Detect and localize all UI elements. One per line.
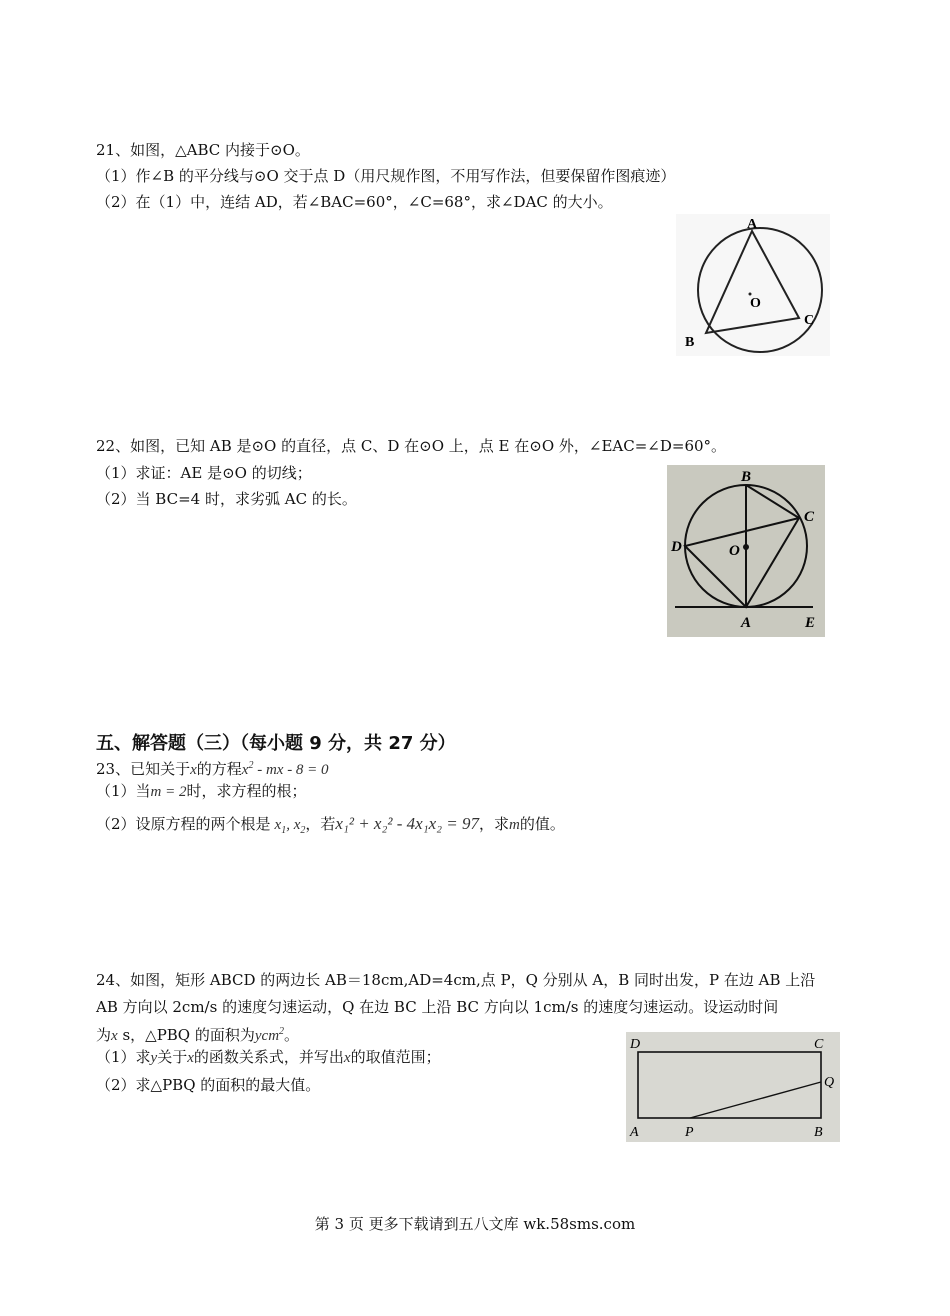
q21-part2: （2）在（1）中，连结 AD，若∠BAC=60°，∠C=68°，求∠DAC 的大小。: [96, 193, 613, 211]
page-footer: 第 3 页 更多下载请到五八文库 wk.58sms.com: [314, 1215, 636, 1233]
q22-part2: （2）当 BC=4 时，求劣弧 AC 的长。: [96, 490, 357, 508]
q21-label-b: B: [685, 335, 695, 350]
q22-label-d: D: [671, 539, 682, 555]
q21-label-o: O: [750, 296, 761, 311]
section-title: 五、解答题（三）（每小题 9 分，共 27 分）: [96, 733, 456, 754]
q22-label-c: C: [804, 509, 815, 525]
q24-label-a: A: [630, 1125, 639, 1140]
q23-stem: 23、已知关于x的方程$x^2$ - mx - 8 = 0: [96, 760, 329, 778]
q22-label-e: E: [805, 615, 816, 631]
q21-label-c: C: [804, 313, 815, 328]
q24-label-q: Q: [824, 1075, 835, 1090]
q24-part2: （2）求△PBQ 的面积的最大值。: [96, 1076, 321, 1094]
q24-line2: AB 方向以 2cm/s 的速度匀速运动，Q 在边 BC 上沿 BC 方向以 1cm/s 的速度匀速运动。设运动时间: [96, 998, 779, 1016]
q22-label-o: O: [729, 543, 740, 559]
q23-equation: $x^2$ - mx - 8 = 0: [241, 760, 329, 778]
q24-line1: 24、如图，矩形 ABCD 的两边长 AB＝18cm,AD=4cm,点 P，Q 分别从 A，B 同时出发，P 在边 AB 上沿: [96, 971, 816, 989]
q22-circle-figure: [667, 465, 825, 637]
q24-rectangle-figure: [626, 1032, 840, 1142]
q22-label-a: A: [741, 615, 752, 631]
q24-part1: （1）求y关于x的函数关系式，并写出x的取值范围；: [96, 1048, 441, 1066]
q21-stem: 21、如图，△ABC 内接于⊙O。: [96, 141, 310, 159]
q21-circle-figure: [676, 214, 830, 356]
q23-part1: （1）当m = 2时，求方程的根；: [96, 782, 307, 800]
q21-label-a: A: [747, 217, 758, 232]
q21-part1: （1）作∠B 的平分线与⊙O 交于点 D（用尺规作图，不用写作法，但要保留作图痕迹）: [96, 167, 676, 185]
q22-label-b: B: [741, 469, 752, 485]
q24-label-c: C: [814, 1037, 824, 1052]
q24-line3: 为x s，△PBQ 的面积为ycm$^2$。: [96, 1026, 300, 1044]
q23-condition: x₁² + x₂² - 4x₁x₂ = 97: [335, 814, 480, 833]
q24-label-p: P: [685, 1125, 694, 1140]
q22-part1: （1）求证：AE 是⊙O 的切线；: [96, 464, 312, 482]
q24-label-b: B: [814, 1125, 823, 1140]
q23-part2: （2）设原方程的两个根是 $x_1$, $x_2$，若x₁² + x₂² - 4x₁x₂ = 97，求m的值。: [96, 814, 565, 836]
q24-label-d: D: [630, 1037, 641, 1052]
q22-stem: 22、如图，已知 AB 是⊙O 的直径，点 C、D 在⊙O 上，点 E 在⊙O 外，∠EAC=∠D=60°。: [96, 437, 727, 455]
